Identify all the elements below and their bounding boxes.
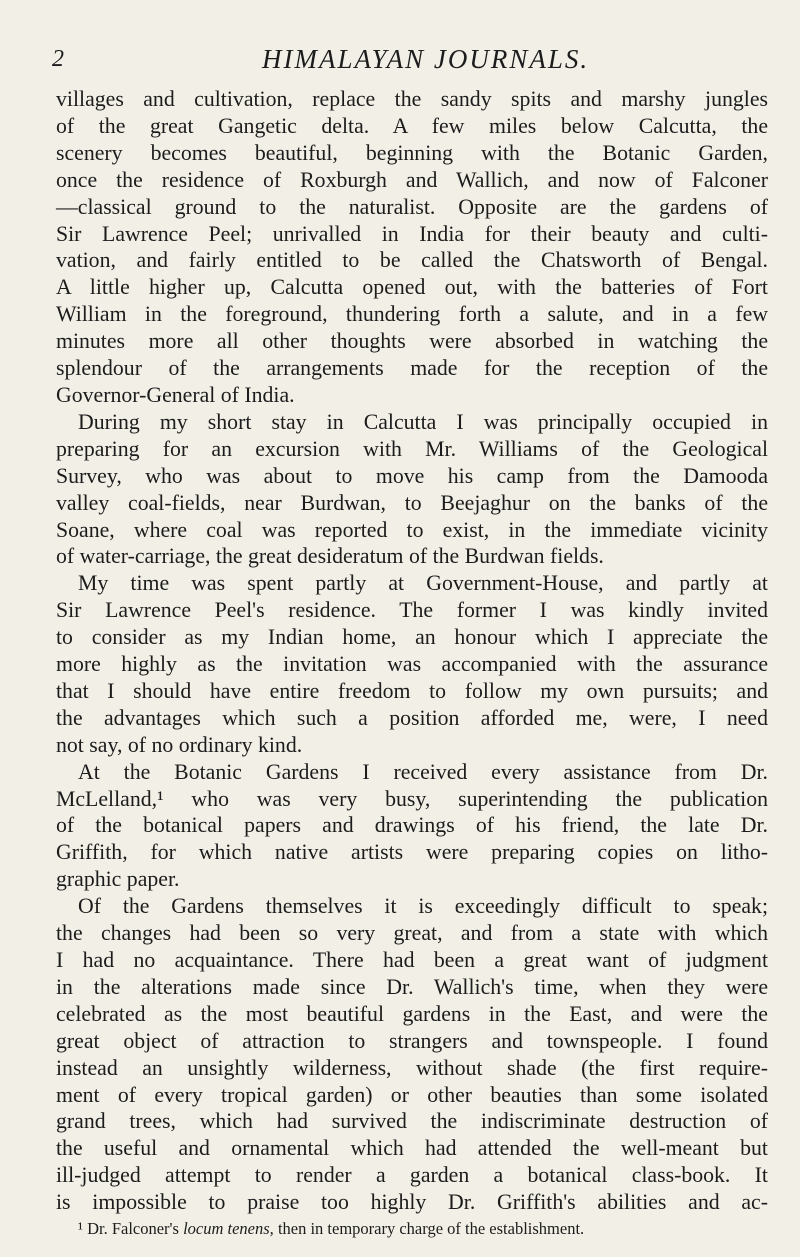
text-line: Sir Lawrence Peel's residence. The former I was kindly invited	[56, 598, 768, 623]
text-line: of the great Gangetic delta. A few miles below Calcutta, the	[56, 113, 768, 138]
text-line: preparing for an excursion with Mr. Williams of the Geological	[56, 436, 768, 461]
text-line: splendour of the arrangements made for the reception of the	[56, 356, 768, 381]
text-line: of the botanical papers and drawings of his friend, the late Dr.	[56, 813, 768, 838]
text-line: valley coal-fields, near Burdwan, to Beejaghur on the banks of the	[56, 490, 768, 515]
text-line: My time was spent partly at Government-House, and partly at	[78, 571, 768, 596]
text-line: vation, and fairly entitled to be called the Chatsworth of Bengal.	[56, 248, 768, 273]
text-line: minutes more all other thoughts were absorbed in watching the	[56, 329, 768, 354]
text-line: to consider as my Indian home, an honour which I appreciate the	[56, 625, 768, 650]
text-line: Survey, who was about to move his camp from the Damooda	[56, 463, 768, 488]
text-line: Governor-General of India.	[56, 382, 295, 407]
text-line: once the residence of Roxburgh and Wallich, and now of Falconer	[56, 167, 768, 192]
text-line: Sir Lawrence Peel; unrivalled in India for their beauty and culti-	[56, 221, 768, 246]
text-line: McLelland,¹ who was very busy, superintending the publication	[56, 786, 768, 811]
text-line: During my short stay in Calcutta I was principally occupied in	[78, 409, 768, 434]
text-line: the useful and ornamental which had attended the well-meant but	[56, 1136, 768, 1161]
text-line: I had no acquaintance. There had been a great want of judgment	[56, 948, 768, 972]
book-page	[52, 40, 768, 1240]
footnote-italic-text: locum tenens,	[183, 1219, 274, 1239]
page-header	[52, 40, 768, 86]
body-text	[56, 86, 768, 1216]
footnote-text-before: Dr. Falconer's	[87, 1219, 179, 1239]
text-line: —classical ground to the naturalist. Opposite are the gardens of	[56, 194, 768, 219]
text-line: the advantages which such a position afforded me, were, I need	[56, 705, 768, 730]
text-line: villages and cultivation, replace the sandy spits and marshy jungles	[56, 87, 768, 111]
text-line: that I should have entire freedom to follow my own pursuits; and	[56, 678, 768, 703]
text-line: the changes had been so very great, and from a state with which	[56, 921, 768, 946]
text-line: more highly as the invitation was accompanied with the assurance	[56, 652, 768, 677]
text-line: ill-judged attempt to render a garden a botanical class-book. It	[56, 1163, 768, 1188]
text-line: not say, of no ordinary kind.	[56, 732, 303, 757]
text-line: of water-carriage, the great desideratum of the Burdwan fields.	[56, 544, 604, 569]
text-line: Of the Gardens themselves it is exceedingly difficult to speak;	[78, 894, 768, 919]
text-line: scenery becomes beautiful, beginning with the Botanic Garden,	[56, 140, 768, 165]
text-line: At the Botanic Gardens I received every assistance from Dr.	[78, 759, 768, 784]
text-line: celebrated as the most beautiful gardens in the East, and were the	[56, 1001, 768, 1026]
text-line: Soane, where coal was reported to exist, in the immediate vicinity	[56, 517, 768, 542]
text-line: William in the foreground, thundering forth a salute, and in a few	[56, 302, 768, 327]
footnote-marker: ¹	[78, 1219, 83, 1239]
text-line: great object of attraction to strangers and townspeople. I found	[56, 1028, 768, 1053]
text-line: ment of every tropical garden) or other beauties than some isolated	[56, 1082, 768, 1107]
text-line: Griffith, for which native artists were preparing copies on litho-	[56, 840, 768, 865]
running-head: HIMALAYAN JOURNALS.	[262, 44, 590, 74]
text-line: A little higher up, Calcutta opened out, with the batteries of Fort	[56, 275, 768, 300]
text-line: grand trees, which had survived the indiscriminate destruction of	[56, 1109, 768, 1134]
text-line: instead an unsightly wilderness, without shade (the first require-	[56, 1055, 768, 1080]
text-line: is impossible to praise too highly Dr. Griffith's abilities and ac-	[56, 1190, 768, 1215]
footnote	[56, 1218, 768, 1240]
text-line: graphic paper.	[56, 867, 180, 892]
page-number: 2	[52, 46, 64, 72]
footnote-text-after: then in temporary charge of the establishment.	[277, 1219, 585, 1239]
text-line: in the alterations made since Dr. Wallich's time, when they were	[56, 974, 768, 999]
